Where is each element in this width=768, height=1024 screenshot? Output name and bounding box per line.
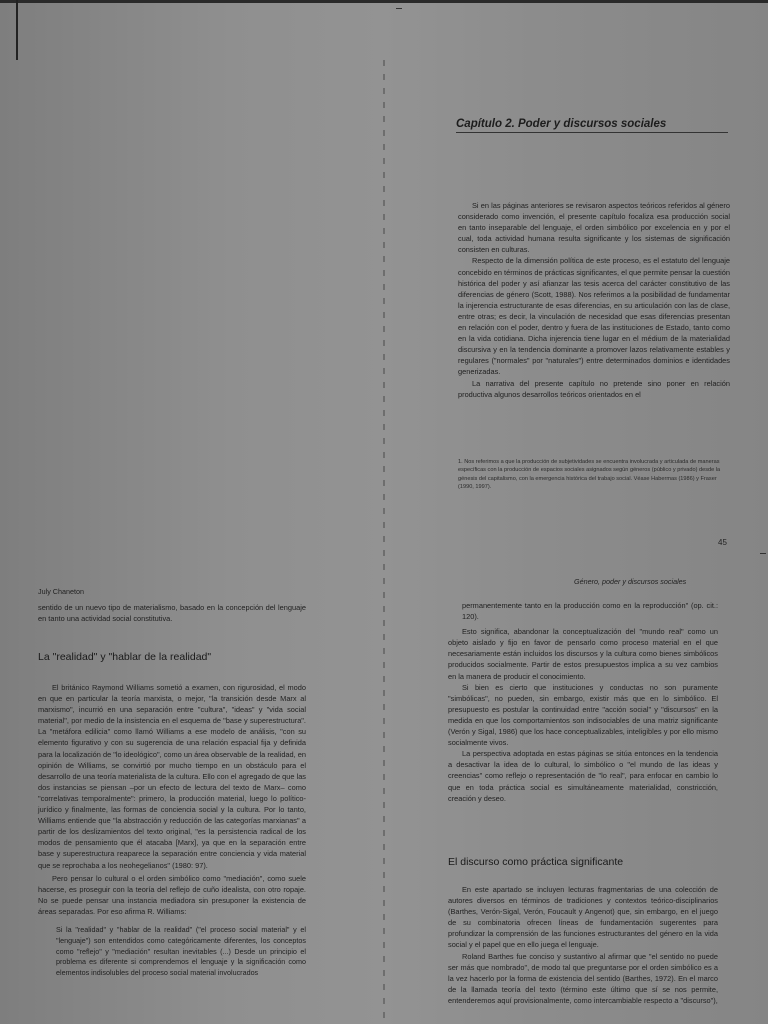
crop-mark bbox=[396, 8, 402, 9]
paragraph: El británico Raymond Williams sometió a examen, con rigurosidad, el modo en que en particular la teoría marxista, o mejor, "la transición desde Marx al marxismo", incurrió en una separación entre "cultura", "ideas" y "vida social material", por medio de la insistencia en el esquema de "base y superestructura". La "metáfora edilicia" como llamó Williams a ese modelo de análisis, "con su elemento figurativo y con su sugerencia de una relación espacial fija y definida para la localización de "lo ideológico", como un área observable de la realidad, en opinión de Williams, se convirtió por mucho tiempo en un obstáculo para el desarrollo de una teoría materialista de la cultura. Ello con el agregado de que las dos instancias se piensan –por un efecto de lectura del texto de Marx– como "correlativas temporalmente": primero, la producción material, luego lo político-jurídico y finalmente, las formas de conciencia social y la cultura. Por lo tanto, Williams entiende que "la abstracción y reducción de las categorías marxianas" a partir de los deslizamientos del texto original, "es la persistencia radical de los modos de pensamiento que él atacaba [Marx], ya que en la separación entre base y superestructura reaparece la separación entre conciencia y vida material que se reprochaba a los neohegelianos" (1980: 97). bbox=[38, 683, 306, 870]
section-title: La "realidad" y "hablar de la realidad" bbox=[38, 651, 212, 663]
paragraph: Esto significa, abandonar la conceptualización del "mundo real" como un objeto aislado y fijo en favor de pensarlo como proceso material en el que necesariamente están incluidos los discursos y la cultura como bienes simbólicos producidos socialmente. Partir de estos presupuestos implica a su vez cambios en la manera de producir el conocimiento. bbox=[448, 627, 718, 681]
intro-paragraph: sentido de un nuevo tipo de materialismo, basado en la concepción del lenguaje en tanto una actividad social constitutiva. bbox=[38, 603, 306, 624]
section-title: El discurso como práctica significante bbox=[448, 856, 624, 868]
bottom-left-body bbox=[38, 602, 306, 624]
chapter-title: Capítulo 2. Poder y discursos sociales bbox=[456, 118, 728, 133]
running-head-title: Género, poder y discursos sociales bbox=[574, 577, 687, 586]
crop-mark bbox=[760, 553, 766, 554]
bottom-right-section-body bbox=[448, 884, 718, 1006]
book-spine bbox=[383, 60, 385, 1024]
paragraph: Si en las páginas anteriores se revisaron aspectos teóricos referidos al género considerado como invención, el presente capítulo focaliza esa producción social en tanto inseparable del lenguaje, el orden simbólico por excelencia en y por el cual, toda actividad humana resulta significante y los sistemas de significación consisten en culturas. bbox=[458, 201, 730, 255]
paragraph: La perspectiva adoptada en estas páginas se sitúa entonces en la tendencia a desactivar la idea de lo cultural, lo simbólico o "el mundo de las ideas y creencias" como reflejo o representación de "lo real", para enfocar en cambio lo que en toda práctica social es simultáneamente materialidad, constricción, creación y deseo. bbox=[448, 749, 718, 803]
running-head-author: July Chaneton bbox=[38, 587, 84, 596]
paragraph: Roland Barthes fue conciso y sustantivo al afirmar que "el sentido no puede ser más que nombrado", de modo tal que preguntarse por el orden simbólico es a la vez hacerlo por la forma de existencia del sentido (Barthes, 1972). En el marco de la llamada teoría del texto (término este último que sí se nos permite, entenderemos aquí provisionalmente, como intercambiable respecto a "discurso"), bbox=[448, 951, 718, 1005]
paragraph: Si bien es cierto que instituciones y conductas no son puramente "simbólicas", no pueden, sin embargo, existir más que en lo simbólico. El presupuesto es postular la continuidad entre "acción social" y "discursos" en la medida en que los comportamientos son indisociables de una matriz significante (Verón y Sigal, 1986) que los hace conceptualizables, inteligibles y por ello mismo socialmente vivos. bbox=[448, 682, 718, 748]
paragraph: Pero pensar lo cultural o el orden simbólico como "mediación", como suele hacerse, es proseguir con la teoría del reflejo de cuño idealista, con otro ropaje. No se puede pensar una instancia mediadora sin presuponer la existencia de áreas separadas. Por eso afirma R. Williams: bbox=[38, 873, 306, 916]
paragraph: La narrativa del presente capítulo no pretende sino poner en relación productiva algunos desarrollos teóricos orientados en el bbox=[458, 378, 730, 399]
block-quote: Si la "realidad" y "hablar de la realidad" ("el proceso social material" y el "lenguaje") son entendidos como categóricamente diferentes, los conceptos como "reflejo" y "mediación" resultan inevitables (...) Desde un principio el problema es diferente si comprendemos el lenguaje y la significación como elementos indisolubles del proceso social material involucrados bbox=[56, 924, 306, 978]
paragraph: permanentemente tanto en la producción como en la reproducción" (op. cit.: 120). bbox=[462, 601, 718, 622]
bottom-left-paragraphs bbox=[38, 682, 306, 979]
paragraph: En este apartado se incluyen lecturas fragmentarias de una colección de autores diversos en términos de tradiciones y contextos teórico-disciplinarios (Barthes, Verón-Sigal, Verón, Foucault y Angenot) que, sin embargo, en el juego de su combinatoria ofrecen líneas de fundamentación sugerentes para profundizar la comprensión de las funciones estructurantes del género en la vida social y el papel que en ello juega el lenguaje. bbox=[448, 885, 718, 950]
left-edge-mark bbox=[16, 0, 18, 60]
footnote: 1. Nos referimos a que la producción de subjetividades se encuentra involucrada y articulada de maneras específicas con la producción de espacios sociales asignados según géneros (público y privado) desde la génesis del capitalismo, con la emergencia histórica del trabajo social. Véase Habermas (1986) y Fraser (1990, 1997). bbox=[458, 459, 721, 490]
paragraph: Respecto de la dimensión política de este proceso, es el estatuto del lenguaje concebido en términos de prácticas significantes, el que permite pensar la cuestión histórica del poder y así afianzar las tesis acerca del carácter constitutivo de las diferencias de género (Scott, 1988). Nos referimos a la posibilidad de fundamentar la injerencia estructurante de esas diferencias, en su articulación con las de clase, entre otras; es decir, la vinculación de necesidad que esas diferencias presentan en relación con el poder, dentro y fuera de las instituciones de Estado, tanto como en la vida cotidiana. Dicha injerencia tiene lugar en el médium de la materialidad discursiva y en la tendencia dominante a promover lazos relativamente estables y regulares ("normales" por "naturales") entre determinados dominios e identidades generizadas. bbox=[458, 256, 730, 377]
top-right-body bbox=[458, 200, 730, 400]
top-edge-line bbox=[0, 0, 768, 3]
page-number: 45 bbox=[718, 538, 727, 547]
bottom-right-body bbox=[448, 600, 718, 804]
